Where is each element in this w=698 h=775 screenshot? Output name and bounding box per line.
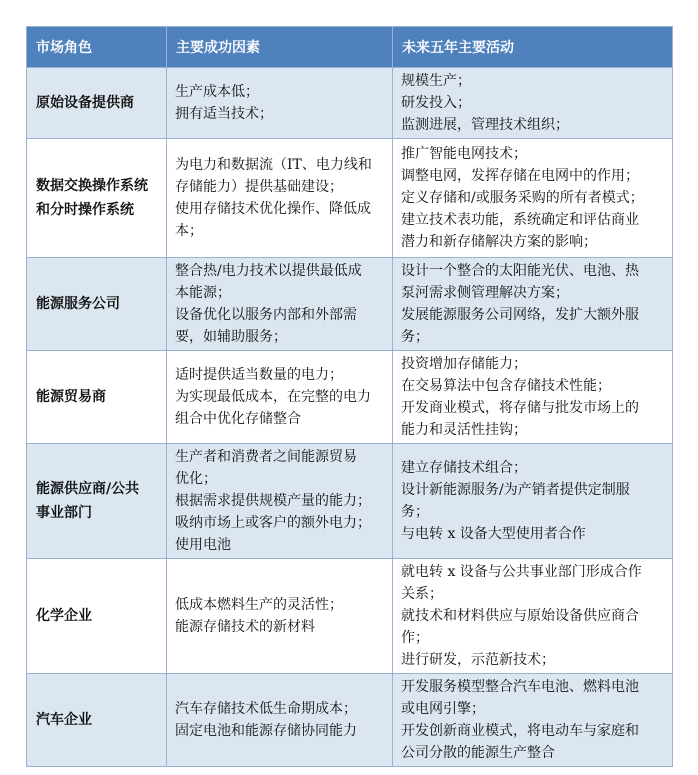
activities-cell: 投资增加存储能力； 在交易算法中包含存储技术性能； 开发商业模式，将存储与批发市场上的 能力和灵活性挂钩； — [393, 351, 673, 444]
role-cell: 数据交换操作系统 和分时操作系统 — [27, 139, 167, 258]
table-row — [27, 258, 673, 351]
factors-cell: 为电力和数据流（IT、电力线和 存储能力）提供基础建设； 使用存储技术优化操作、降低成 本； — [167, 139, 393, 258]
role-cell: 化学企业 — [27, 559, 167, 674]
role-cell: 能源贸易商 — [27, 351, 167, 444]
table-row — [27, 68, 673, 139]
role-cell: 汽车企业 — [27, 674, 167, 767]
table-header-row — [27, 27, 673, 68]
table-row — [27, 444, 673, 559]
activities-cell: 设计一个整合的太阳能光伏、电池、热 泵河需求侧管理解决方案； 发展能源服务公司网络，发扩大额外服 务； — [393, 258, 673, 351]
activities-cell: 推广智能电网技术； 调整电网，发挥存储在电网中的作用； 定义存储和/或服务采购的所有者模式； 建立技术表功能，系统确定和评估商业 潜力和新存储解决方案的影响； — [393, 139, 673, 258]
activities-cell: 规模生产； 研发投入； 监测进展，管理技术组织； — [393, 68, 673, 139]
activities-cell: 建立存储技术组合； 设计新能源服务/为产销者提供定制服 务； 与电转 x 设备大型使用者合作 — [393, 444, 673, 559]
factors-cell: 低成本燃料生产的灵活性； 能源存储技术的新材料 — [167, 559, 393, 674]
header-future-activities: 未来五年主要活动 — [393, 27, 673, 68]
table-row — [27, 674, 673, 767]
table-row — [27, 139, 673, 258]
activities-cell: 就电转 x 设备与公共事业部门形成合作 关系； 就技术和材料供应与原始设备供应商合 作； 进行研发，示范新技术； — [393, 559, 673, 674]
header-success-factors: 主要成功因素 — [167, 27, 393, 68]
role-cell: 原始设备提供商 — [27, 68, 167, 139]
header-market-role: 市场角色 — [27, 27, 167, 68]
factors-cell: 汽车存储技术低生命期成本； 固定电池和能源存储协同能力 — [167, 674, 393, 767]
market-roles-table — [26, 26, 673, 767]
factors-cell: 生产成本低； 拥有适当技术； — [167, 68, 393, 139]
factors-cell: 整合热/电力技术以提供最低成 本能源； 设备优化以服务内部和外部需 要，如辅助服务； — [167, 258, 393, 351]
activities-cell: 开发服务模型整合汽车电池、燃料电池 或电网引擎； 开发创新商业模式，将电动车与家庭和 公司分散的能源生产整合 — [393, 674, 673, 767]
role-cell: 能源服务公司 — [27, 258, 167, 351]
role-cell: 能源供应商/公共 事业部门 — [27, 444, 167, 559]
factors-cell: 生产者和消费者之间能源贸易 优化； 根据需求提供规模产量的能力； 吸纳市场上或客户的额外电力； 使用电池 — [167, 444, 393, 559]
factors-cell: 适时提供适当数量的电力； 为实现最低成本，在完整的电力 组合中优化存储整合 — [167, 351, 393, 444]
table-row — [27, 351, 673, 444]
table-row — [27, 559, 673, 674]
